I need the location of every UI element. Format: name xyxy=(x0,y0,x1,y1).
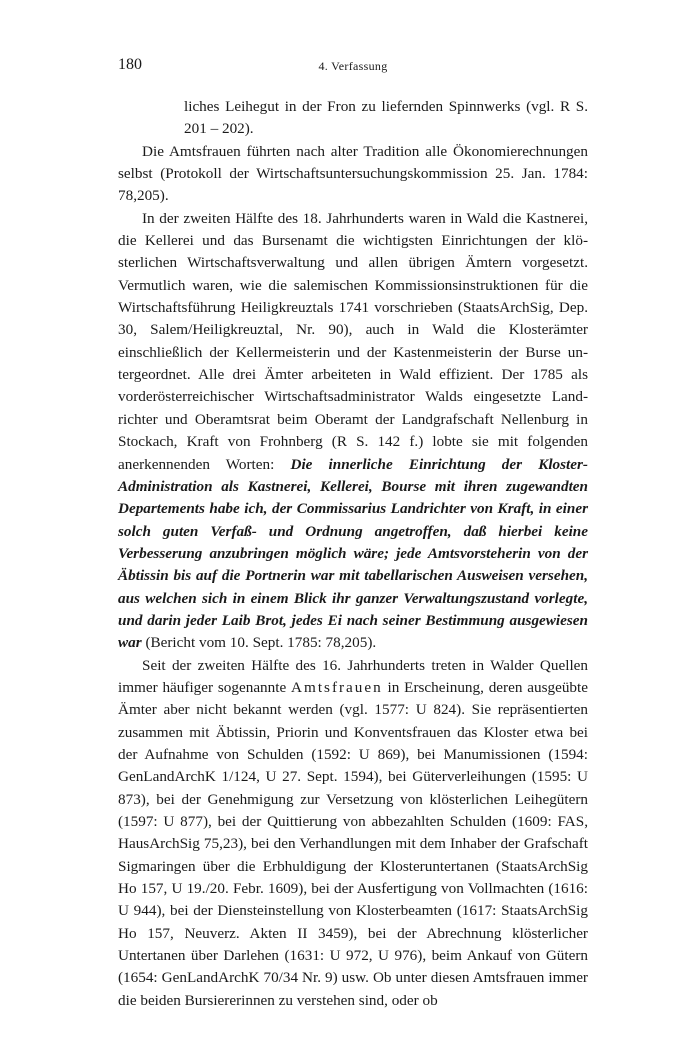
spaced-term-amtsfrauen: Amtsfrauen xyxy=(291,678,383,696)
page-number: 180 xyxy=(118,56,142,73)
paragraph-amtsfrauen-quellen xyxy=(118,655,588,1013)
paragraph-amtsfrauen-rechnungen: Die Amtsfrauen führten nach alter Tradition alle Ökonomierechnungen selbst (Protokoll der Wirtschaftsuntersuchungskommission 25. Jan. 1784: 78,205). xyxy=(118,142,588,205)
paragraph-wirtschaftsverwaltung xyxy=(118,208,588,655)
running-head: 4. Verfassung xyxy=(318,59,388,73)
paragraph-start-text: Seit der zweiten Hälfte des 16. Jahrhunderts treten in Walder Quellen immer häufiger sogenannte xyxy=(118,656,588,696)
paragraph-rest-text: in Erscheinung, deren ausgeübte Ämter aber nicht bekannt werden (vgl. 1577: U 824). Sie repräsentierten zusammen mit Äbtissin, Priorin und Konventsfrauen das Kloster etwa bei der Aufnahme von Schulden (1592: U 869), bei Manumissionen (1594: GenLandArchK 1/124, U 27. Sept. 1594), bei Güterverleihungen (1595: U 873), bei der Genehmigung zur Versetzung von klösterlichen Leihegütern (1597: U 877), bei der Quittierung von abbezahlten Schulden (1609: FAS, HausArchSig 75,23), bei den Verhandlungen mit dem Inhaber der Grafschaft Sigmaringen über die Erbhuldigung der Klosteruntertanen (StaatsArchSig Ho 157, U 19./20. Febr. 1609), bei der Ausfertigung von Vollmachten (1616: U 944), bei der Diensteinstellung von Klosterbeamten (1617: StaatsArchSig Ho 157, Neuverz. Akten II 3459), bei der Abrechnung klösterlicher Untertanen über Darlehen (1631: U 972, U 976), beim Ankauf von Gütern (1654: GenLandArchK 70/34 Nr. 9) usw. Ob unter diesen Amtsfrauen immer die beiden Bursiererinnen zu verstehen sind, oder ob xyxy=(118,678,588,1009)
paragraph-main-text: In der zweiten Hälfte des 18. Jahrhunderts waren in Wald die Kastnerei, die Kellerei und das Bursenamt die wichtigsten Einrichtungen der klösterlichen Wirtschaftsverwaltung und allen übrigen Ämtern vorgesetzt. Vermutlich waren, wie die salemischen Kommissionsinstruktionen für die Wirtschaftsführung Heiligkreuztals 1741 vorschrieben (StaatsArchSig, Dep. 30, Salem/Heiligkreuztal, Nr. 90), auch in Wald die Klosterämter einschließlich der Kellermeisterin und der Kastenmeisterin der Burse untergeordnet. Alle drei Ämter arbeiteten in Wald effizient. Der 1785 als vorderösterreichischer Wirtschaftsadministrator Walds eingesetzte Landrichter und Oberamtsrat beim Oberamt der Landgrafschaft Nellenburg in Stockach, Kraft von Frohnberg (R S. 142 f.) lobte sie mit folgenden anerkennenden Worten: xyxy=(118,209,588,473)
paragraph-continuation: liches Leihegut in der Fron zu liefernden Spinnwerks (vgl. R S. 201 – 202). xyxy=(184,98,588,138)
page-header xyxy=(118,56,588,80)
body-text xyxy=(118,96,588,1012)
quotation-kraft: Die innerliche Einrichtung der Kloster-Administration als Kastnerei, Kellerei, Bourse mit ihren zugewandten Departements habe ich, der Commissarius Landrichter von Kraft, in einer solch guten Verfaß- und Ordnung angetroffen, daß hierbei keine Verbesserung anzubringen möglich wäre; jede Amtsvorsteherin von der Äbtissin bis auf die Portnerin war mit tabellarischen Ausweisen versehen, aus welchen sich in einem Blick ihr ganzer Verwaltungszustand vorlegte, und darin jeder Laib Brot, jedes Ei nach seiner Bestimmung ausgewiesen war xyxy=(118,455,588,652)
quotation-source: (Bericht vom 10. Sept. 1785: 78,205). xyxy=(141,634,377,652)
